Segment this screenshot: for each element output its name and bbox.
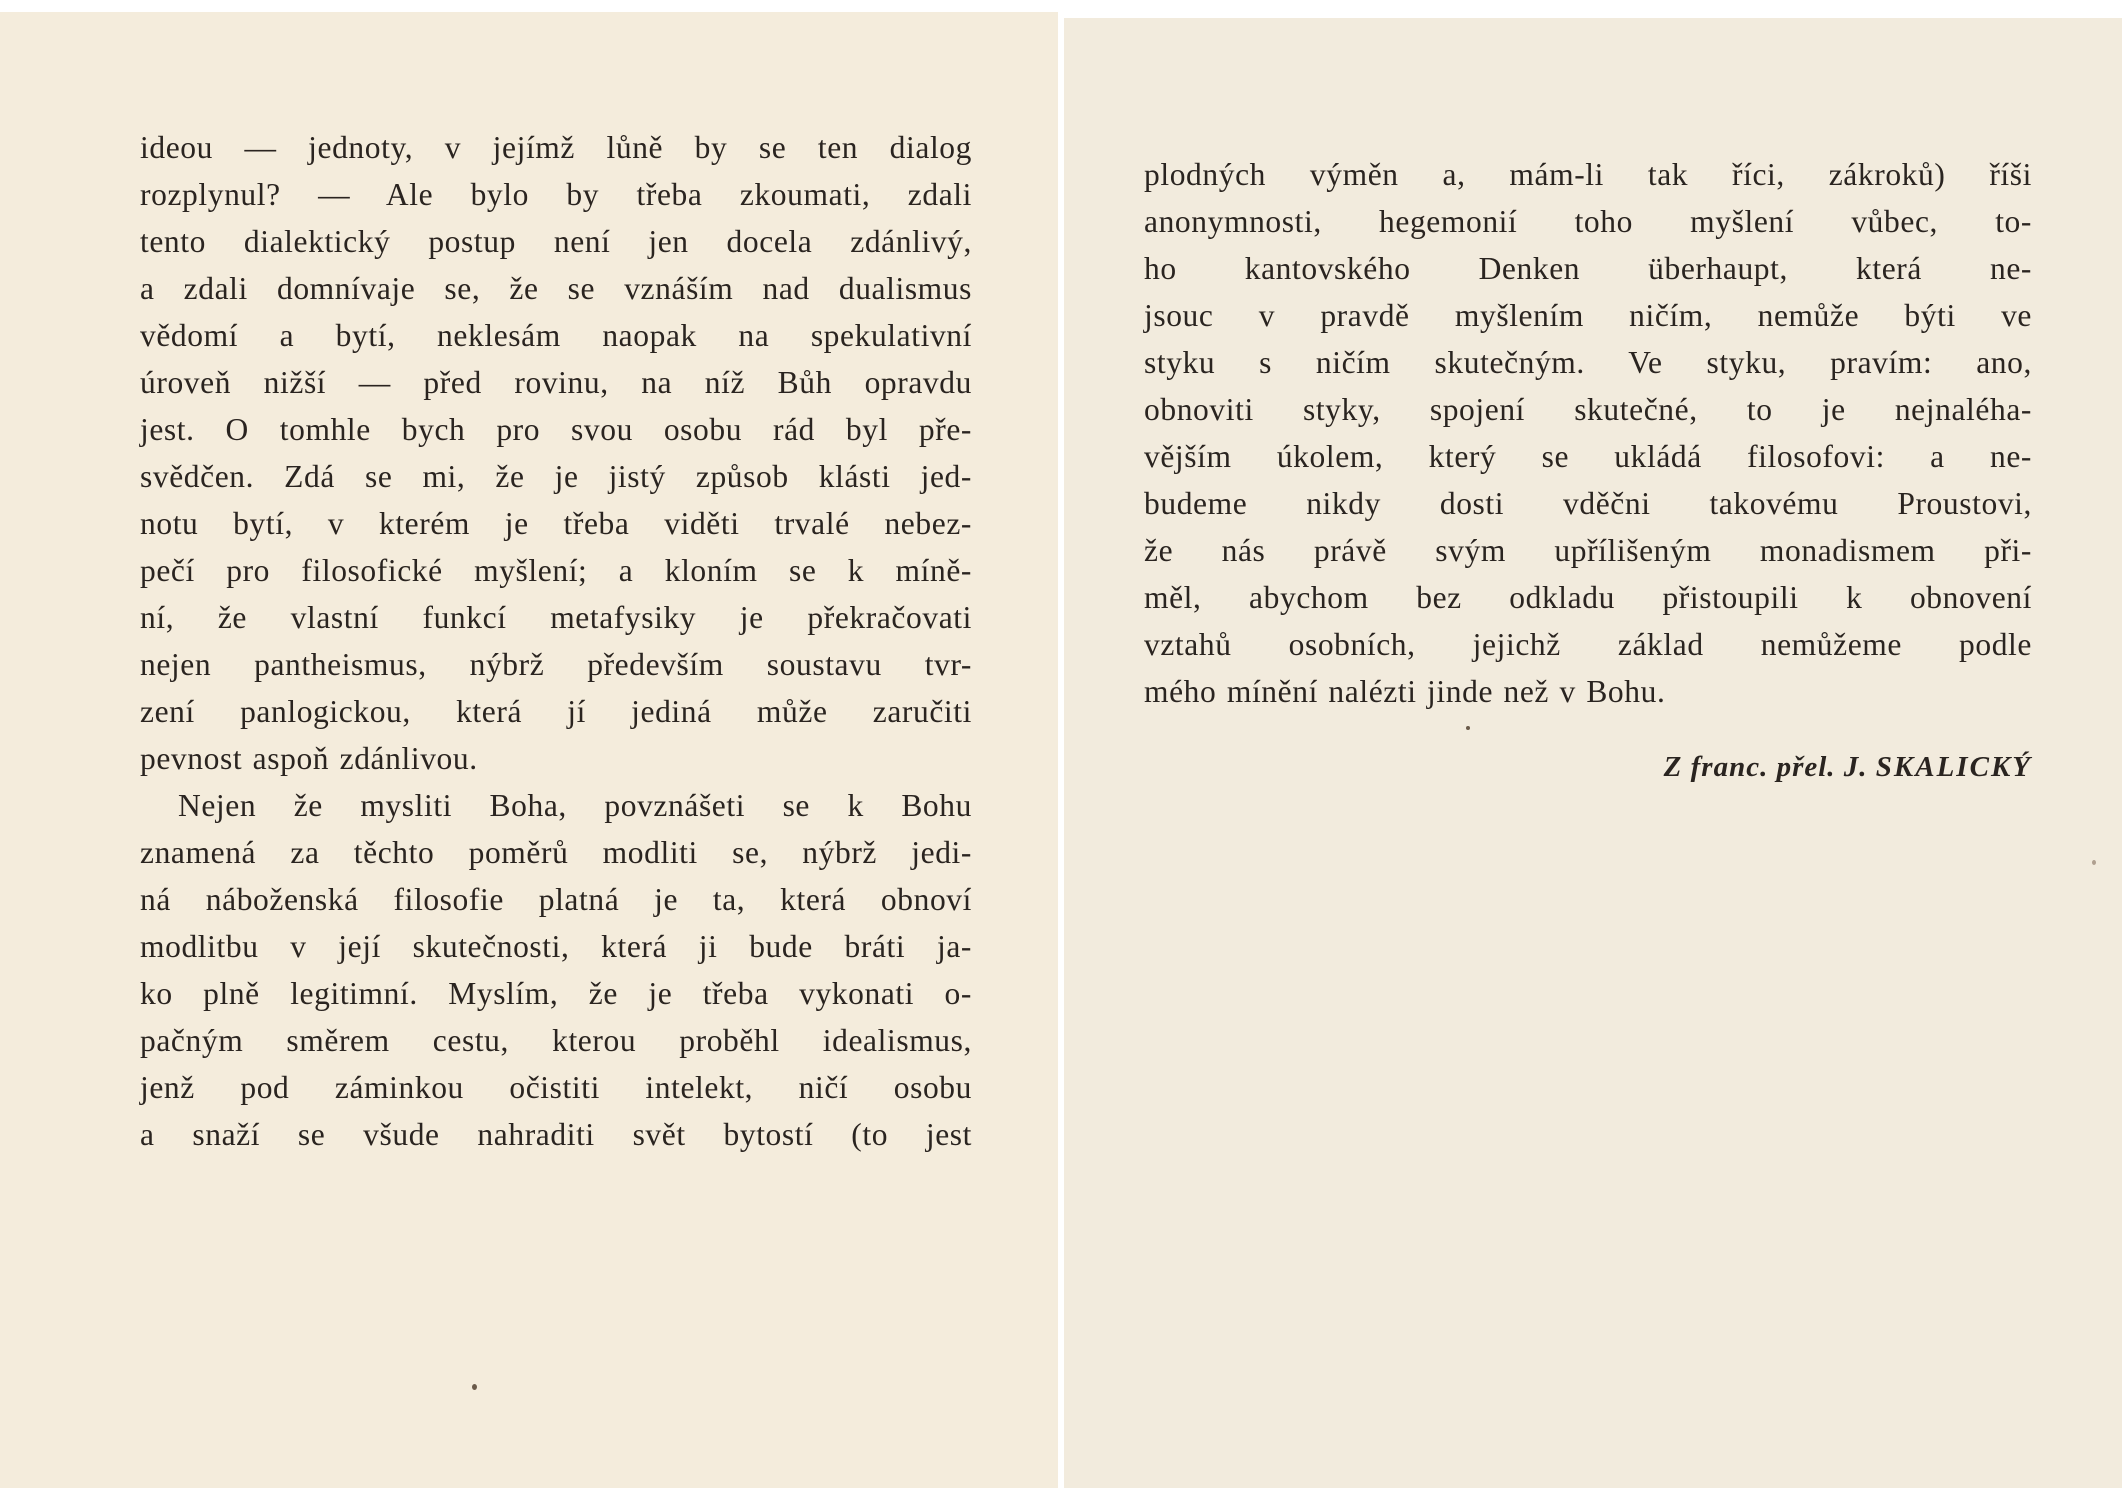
text-line: ko plně legitimní. Myslím, že je třeba vykonati o- [140, 976, 972, 1011]
text-line: ní, že vlastní funkcí metafysiky je překračovati [140, 600, 972, 635]
credit-prefix: Z franc. přel. J. [1663, 751, 1868, 783]
text-line: plodných výměn a, mám-li tak říci, zákroků) říši [1144, 157, 2032, 192]
text-line: ho kantovského Denken überhaupt, která ne- [1144, 251, 2032, 286]
text-line: Nejen že mysliti Boha, povznášeti se k Bohu [178, 788, 972, 823]
text-line: znamená za těchto poměrů modliti se, nýbrž jedi- [140, 835, 972, 870]
text-line: styku s ničím skutečným. Ve styku, pravím: ano, [1144, 345, 2032, 380]
text-line: budeme nikdy dosti vděčni takovému Proustovi, [1144, 486, 2032, 521]
text-line: mého mínění nalézti jinde než v Bohu. [1144, 674, 1666, 709]
credit-name: SKALICKÝ [1875, 751, 2032, 783]
text-line: a zdali domnívaje se, že se vznáším nad dualismus [140, 271, 972, 306]
translator-credit [1664, 751, 2032, 784]
text-line: modlitbu v její skutečnosti, která ji bude bráti ja- [140, 929, 972, 964]
right-page [1064, 18, 2122, 1488]
ink-speck [2092, 860, 2096, 865]
text-line: pečí pro filosofické myšlení; a kloním se k míně- [140, 553, 972, 588]
text-line: že nás právě svým upřílišeným monadismem při- [1144, 533, 2032, 568]
text-line: jsouc v pravdě myšlením ničím, nemůže býti ve [1144, 298, 2032, 333]
text-line: rozplynul? — Ale bylo by třeba zkoumati, zdali [140, 177, 972, 212]
text-line: měl, abychom bez odkladu přistoupili k obnovení [1144, 580, 2032, 615]
right-page-text [1144, 151, 2032, 715]
text-line: ná náboženská filosofie platná je ta, která obnoví [140, 882, 972, 917]
text-line: zení panlogickou, která jí jediná může zaručiti [140, 694, 972, 729]
text-line: svědčen. Zdá se mi, že je jistý způsob klásti jed- [140, 459, 972, 494]
text-line: obnoviti styky, spojení skutečné, to je nejnaléha- [1144, 392, 2032, 427]
left-page [0, 12, 1058, 1488]
ink-speck [1466, 726, 1470, 730]
text-line: a snaží se všude nahraditi svět bytostí (to jest [140, 1117, 972, 1152]
text-line: ideou — jednoty, v jejímž lůně by se ten dialog [140, 130, 972, 165]
text-line: vějším úkolem, který se ukládá filosofovi: a ne- [1144, 439, 2032, 474]
text-line: pevnost aspoň zdánlivou. [140, 741, 478, 776]
text-line: pačným směrem cestu, kterou proběhl idealismus, [140, 1023, 972, 1058]
text-line: jest. O tomhle bych pro svou osobu rád byl pře- [140, 412, 972, 447]
text-line: úroveň nižší — před rovinu, na níž Bůh opravdu [140, 365, 972, 400]
ink-speck [472, 1384, 477, 1390]
text-line: nejen pantheismus, nýbrž především soustavu tvr- [140, 647, 972, 682]
text-line: anonymnosti, hegemonií toho myšlení vůbec, to- [1144, 204, 2032, 239]
text-line: vědomí a bytí, neklesám naopak na spekulativní [140, 318, 972, 353]
text-line: vztahů osobních, jejichž základ nemůžeme podle [1144, 627, 2032, 662]
text-line: notu bytí, v kterém je třeba viděti trvalé nebez- [140, 506, 972, 541]
left-page-text [140, 124, 972, 1158]
text-line: tento dialektický postup není jen docela zdánlivý, [140, 224, 972, 259]
text-line: jenž pod záminkou očistiti intelekt, ničí osobu [140, 1070, 972, 1105]
